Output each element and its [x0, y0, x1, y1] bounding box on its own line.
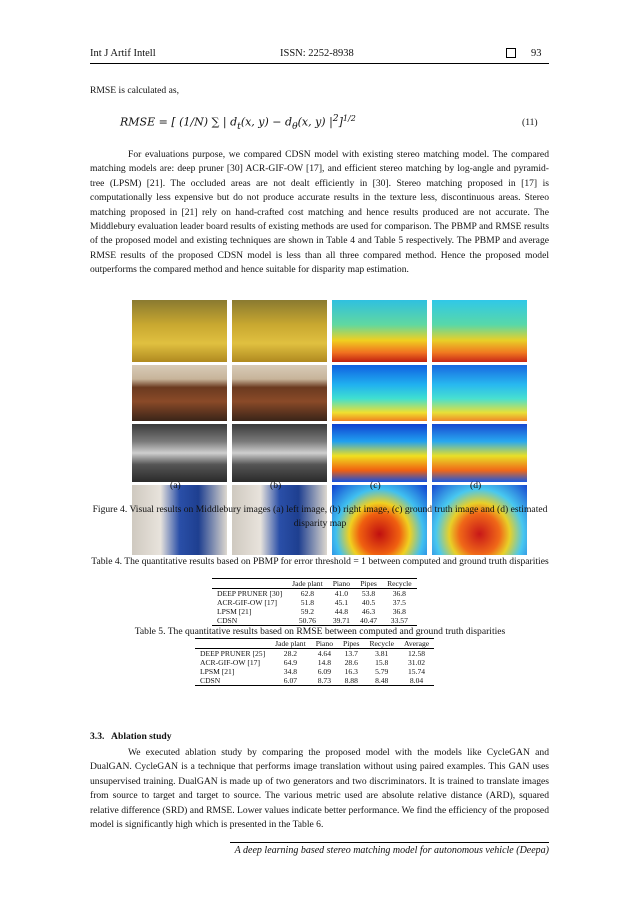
table5-header: Recycle	[364, 639, 398, 649]
pipes-groundtruth-image	[332, 424, 427, 482]
table-cell: 8.04	[399, 676, 434, 686]
figure-label-a: (a)	[170, 480, 181, 491]
table-row	[195, 676, 434, 686]
table-cell: CDSN	[212, 616, 287, 626]
checkbox-icon	[506, 48, 516, 60]
table-cell: 28.2	[283, 649, 298, 658]
table-cell: 36.8	[392, 607, 406, 616]
jadeplant-right-image	[232, 300, 327, 362]
comparison-paragraph: For evaluations purpose, we compared CDSN model with existing stereo matching model. The compared matching models are: deep pruner [30] ACR-GIF-OW [17], and efficient stereo matching by log-angle and pyramid-tree (LPSM) [21]. The occluded areas are not dealt efficiently in [30]. Stereo matching proposed in [17] is computationally less expensive but do not produce accurate results in the texture less, discontinuous areas. Stereo matching proposed in [21] rely on hand-crafted cost matching and hence results produced are not accurate. The Middlebury evaluation leader board results of existing methods are used for comparison. The PBMP and RMSE results of the proposed model and existing techniques are shown in Table 4 and Table 5 respectively. The PBMP and average RMSE results of the proposed CDSN model is less than all three compared method. Hence the proposed model outperforms the compared method and hence suitable for disparity map estimation.	[90, 149, 549, 276]
table-cell: ACR-GIF-OW [17]	[217, 598, 277, 607]
table4-header: Pipes	[355, 579, 382, 589]
table-cell: CDSN	[195, 676, 270, 686]
table-cell: 6.09	[317, 667, 331, 676]
table5-header: Pipes	[338, 639, 364, 649]
table-cell: 39.71	[328, 616, 355, 626]
figure-label-b: (b)	[270, 480, 282, 491]
section-title: 3.3. Ablation study	[90, 731, 172, 742]
table5-header: Jade plant	[270, 639, 311, 649]
rmse-intro: RMSE is calculated as,	[90, 85, 179, 96]
table4-header: Piano	[328, 579, 355, 589]
footer-rule	[230, 842, 549, 843]
pipes-right-image	[232, 424, 327, 482]
table-cell: 14.8	[317, 658, 331, 667]
eq-lhs: RMSE =	[120, 115, 168, 129]
table-cell: 6.07	[270, 676, 311, 686]
table5-header: Average	[399, 639, 434, 649]
table-cell: 8.73	[311, 676, 338, 686]
table-row	[195, 649, 434, 659]
table-5	[195, 638, 434, 686]
table-cell: DEEP PRUNER [25]	[200, 649, 266, 658]
ablation-paragraph: We executed ablation study by comparing the proposed model with the models like CycleGAN and DualGAN. CycleGAN is a technique that performs image translation without using paired examples. This GAN uses unsupervised training. DualGAN is made up of two generators and two discriminators. It is trained to translate images from source to target and target to source. The various metric used are absolute relative distance (ARD), squared relative difference (SRD) and RMSE. Lower values indicate better performance. We find the efficiency of the proposed model is significantly high which is presented in the Table 6.	[90, 747, 549, 831]
eq-body: [ (1/N) ∑ | d	[171, 115, 238, 129]
figure-caption: Figure 4. Visual results on Middlebury images (a) left image, (b) right image, (c) ground truth image and (d) estimated disparity map	[92, 504, 548, 529]
table-cell: 12.58	[407, 649, 426, 658]
table-cell: 44.8	[334, 607, 348, 616]
table5-header	[195, 639, 270, 649]
table-cell: 64.9	[283, 658, 298, 667]
table-cell: 13.7	[344, 649, 358, 658]
jadeplant-groundtruth-image	[332, 300, 427, 362]
table-cell: 46.3	[361, 607, 376, 616]
jadeplant-disparity-image	[432, 300, 527, 362]
eq-outer-exponent: 1/2	[342, 114, 356, 123]
table-cell: DEEP PRUNER [30]	[217, 589, 283, 598]
eq-sub-t: t	[237, 120, 241, 132]
table-row	[212, 598, 417, 607]
table-row	[212, 607, 417, 616]
table-cell: 5.79	[375, 667, 389, 676]
table-cell: 15.8	[375, 658, 389, 667]
figure-label-c: (c)	[370, 480, 381, 491]
table4-header	[212, 579, 287, 589]
table-cell: 40.47	[355, 616, 382, 626]
table-cell: ACR-GIF-OW [17]	[200, 658, 260, 667]
pipes-left-image	[132, 424, 227, 482]
table-cell: 40.5	[361, 598, 376, 607]
table-cell: 16.3	[344, 667, 358, 676]
table5-caption: Table 5. The quantitative results based on RMSE between computed and ground truth disparities	[134, 626, 506, 637]
table-cell: 4.64	[317, 649, 331, 658]
table-cell: LPSM [21]	[217, 607, 252, 616]
table-cell: LPSM [21]	[200, 667, 235, 676]
table-cell: 45.1	[334, 598, 348, 607]
table-cell: 41.0	[334, 589, 348, 598]
table-cell: 15.74	[407, 667, 426, 676]
rmse-equation: RMSE = [ (1/N) ∑ | $d_t(x$, $y) - d_\theta(x$, y) $|^2]^{1/2}$	[120, 113, 356, 132]
table4-header: Recycle	[382, 579, 416, 589]
eq-sub-theta: θ	[292, 120, 298, 132]
eq-end: (x, y) |	[297, 115, 333, 129]
equation-number: (11)	[522, 117, 538, 128]
table-cell: 50.76	[287, 616, 328, 626]
table-cell: 53.8	[361, 589, 376, 598]
table-row	[195, 667, 434, 676]
table-cell: 8.88	[338, 676, 364, 686]
journal-name: Int J Artif Intell	[90, 48, 156, 59]
table-cell: 31.02	[407, 658, 426, 667]
piano-left-image	[132, 365, 227, 421]
table-cell: 37.5	[392, 598, 406, 607]
table-cell: 28.6	[344, 658, 358, 667]
running-footer: A deep learning based stereo matching model for autonomous vehicle (Deepa)	[234, 845, 549, 856]
table-cell: 34.8	[283, 667, 298, 676]
table-4	[212, 578, 417, 626]
page-number: 93	[531, 48, 542, 59]
piano-right-image	[232, 365, 327, 421]
table4-caption: Table 4. The quantitative results based on PBMP for error threshold = 1 between computed and ground truth disparities	[91, 556, 549, 567]
table-row	[195, 658, 434, 667]
eq-mid: (x, y) − d	[240, 115, 293, 129]
jadeplant-left-image	[132, 300, 227, 362]
table-cell: 51.8	[300, 598, 315, 607]
eq-square: 2	[332, 113, 339, 124]
piano-disparity-image	[432, 365, 527, 421]
table5-header: Piano	[311, 639, 338, 649]
table-cell: 3.81	[375, 649, 389, 658]
table-cell: 33.57	[382, 616, 416, 626]
header-rule	[90, 63, 549, 64]
table-cell: 8.48	[364, 676, 398, 686]
table-cell: 36.8	[392, 589, 406, 598]
table-cell: 62.8	[300, 589, 315, 598]
table4-header: Jade plant	[287, 579, 328, 589]
issn: ISSN: 2252-8938	[280, 48, 354, 59]
pipes-disparity-image	[432, 424, 527, 482]
table-row	[212, 589, 417, 599]
figure-label-d: (d)	[470, 480, 482, 491]
table-cell: 59.2	[300, 607, 315, 616]
piano-groundtruth-image	[332, 365, 427, 421]
